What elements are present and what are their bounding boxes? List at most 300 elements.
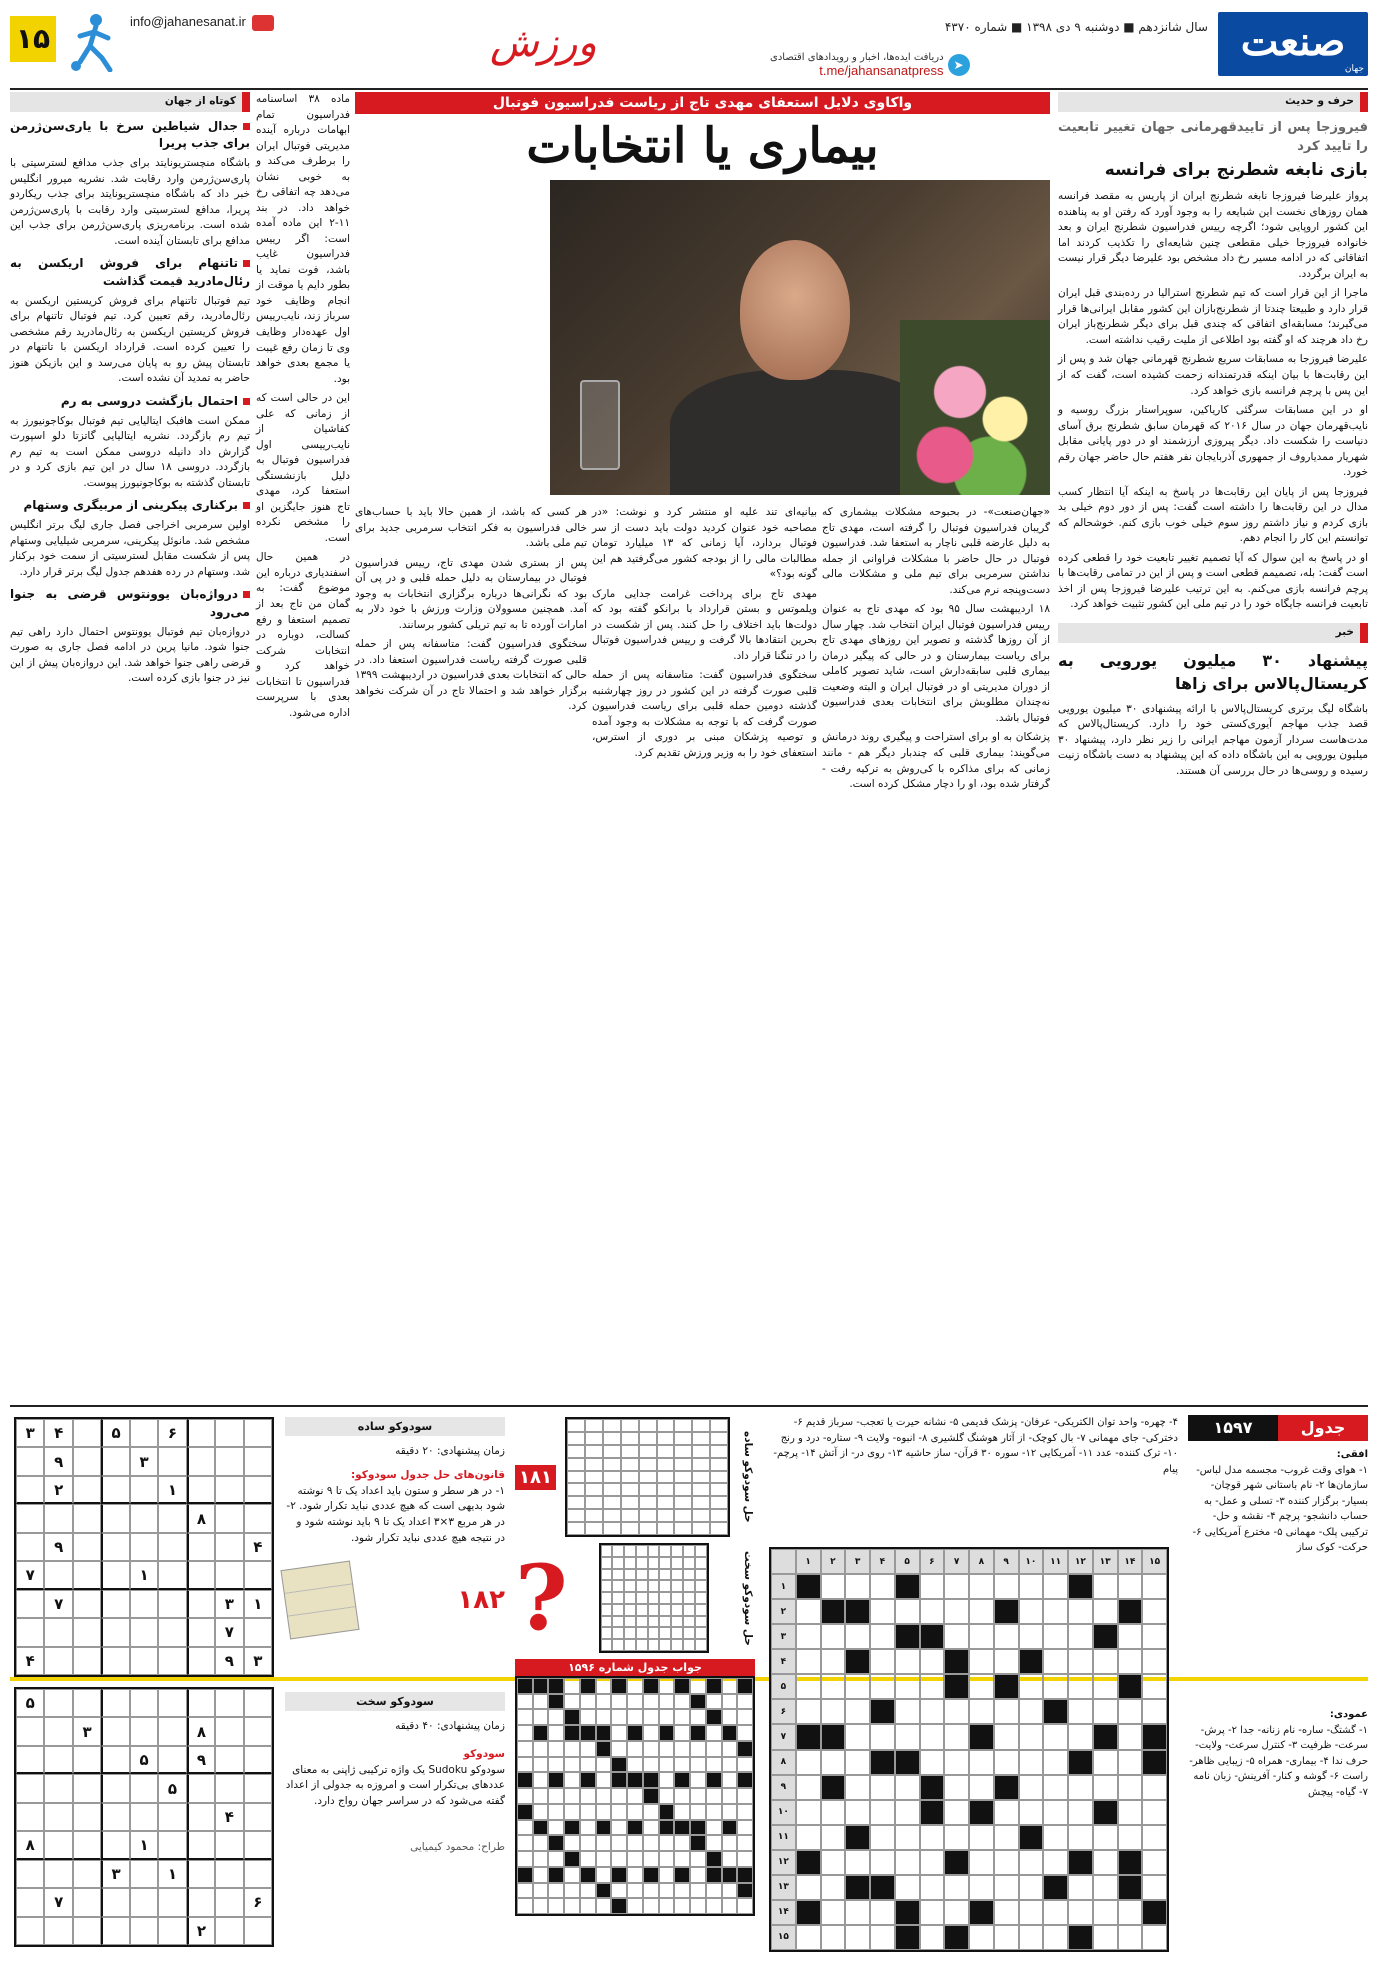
sudoku-cell[interactable] (187, 1618, 215, 1646)
crossword-cell[interactable] (1043, 1825, 1068, 1850)
crossword-cell[interactable] (1019, 1900, 1044, 1925)
crossword-cell[interactable] (944, 1775, 969, 1800)
crossword-cell[interactable] (870, 1624, 895, 1649)
sudoku-cell[interactable] (44, 1803, 72, 1831)
crossword-cell[interactable] (994, 1750, 1019, 1775)
crossword-cell[interactable] (920, 1649, 945, 1674)
sudoku-cell[interactable] (44, 1689, 72, 1717)
sudoku-cell[interactable] (73, 1831, 101, 1859)
crossword-cell[interactable] (1019, 1674, 1044, 1699)
crossword-cell[interactable] (1068, 1649, 1093, 1674)
crossword-cell[interactable] (1118, 1775, 1143, 1800)
sudoku-cell[interactable] (16, 1803, 44, 1831)
crossword-cell[interactable] (920, 1699, 945, 1724)
sudoku-cell[interactable] (187, 1647, 215, 1675)
sudoku-cell[interactable]: ۵ (101, 1419, 129, 1447)
crossword-cell[interactable] (870, 1850, 895, 1875)
crossword-cell[interactable] (796, 1775, 821, 1800)
crossword-cell[interactable] (969, 1875, 994, 1900)
sudoku-cell[interactable] (187, 1561, 215, 1589)
sudoku-cell[interactable] (73, 1504, 101, 1532)
sudoku-cell[interactable] (44, 1504, 72, 1532)
crossword-cell[interactable] (1093, 1674, 1118, 1699)
crossword-cell[interactable] (920, 1825, 945, 1850)
crossword-cell[interactable] (994, 1699, 1019, 1724)
crossword-cell[interactable] (994, 1900, 1019, 1925)
crossword-cell[interactable] (1043, 1674, 1068, 1699)
crossword-cell[interactable] (895, 1649, 920, 1674)
crossword-cell[interactable] (920, 1850, 945, 1875)
crossword-cell[interactable] (969, 1599, 994, 1624)
crossword-cell[interactable] (821, 1900, 846, 1925)
crossword-cell[interactable] (1142, 1699, 1167, 1724)
sudoku-cell[interactable] (16, 1590, 44, 1618)
sudoku-cell[interactable] (187, 1476, 215, 1504)
sudoku-cell[interactable] (73, 1447, 101, 1475)
sudoku-cell[interactable] (158, 1689, 186, 1717)
sudoku-cell[interactable] (215, 1717, 243, 1745)
sudoku-cell[interactable]: ۱ (158, 1860, 186, 1888)
sudoku-cell[interactable] (101, 1590, 129, 1618)
sudoku-cell[interactable] (101, 1746, 129, 1774)
sudoku-cell[interactable] (16, 1888, 44, 1916)
sudoku-cell[interactable] (244, 1831, 272, 1859)
crossword-cell[interactable] (920, 1750, 945, 1775)
crossword-cell[interactable] (870, 1674, 895, 1699)
crossword-cell[interactable] (969, 1574, 994, 1599)
sudoku-cell[interactable] (215, 1917, 243, 1945)
sudoku-cell[interactable] (187, 1860, 215, 1888)
crossword-cell[interactable] (994, 1825, 1019, 1850)
sudoku-cell[interactable] (215, 1746, 243, 1774)
crossword-cell[interactable] (1043, 1900, 1068, 1925)
sudoku-cell[interactable] (73, 1774, 101, 1802)
crossword-cell[interactable] (796, 1750, 821, 1775)
crossword-cell[interactable] (1118, 1825, 1143, 1850)
crossword-cell[interactable] (821, 1574, 846, 1599)
crossword-cell[interactable] (1043, 1574, 1068, 1599)
crossword-cell[interactable] (821, 1699, 846, 1724)
sudoku-cell[interactable]: ۸ (187, 1717, 215, 1745)
crossword-cell[interactable] (895, 1850, 920, 1875)
sudoku-cell[interactable] (101, 1476, 129, 1504)
sudoku-cell[interactable] (73, 1888, 101, 1916)
sudoku-cell[interactable] (101, 1831, 129, 1859)
sudoku-cell[interactable] (44, 1774, 72, 1802)
sudoku-cell[interactable] (244, 1746, 272, 1774)
crossword-cell[interactable] (969, 1850, 994, 1875)
crossword-cell[interactable] (1118, 1699, 1143, 1724)
sudoku-cell[interactable] (16, 1476, 44, 1504)
sudoku-cell[interactable] (158, 1590, 186, 1618)
crossword-cell[interactable] (1093, 1900, 1118, 1925)
crossword-cell[interactable] (1043, 1649, 1068, 1674)
crossword-cell[interactable] (1019, 1850, 1044, 1875)
sudoku-cell[interactable] (158, 1647, 186, 1675)
sudoku-cell[interactable] (244, 1504, 272, 1532)
crossword-grid[interactable] (769, 1547, 1169, 1952)
crossword-cell[interactable] (845, 1574, 870, 1599)
sudoku-cell[interactable] (130, 1803, 158, 1831)
crossword-cell[interactable] (1043, 1624, 1068, 1649)
sudoku-cell[interactable]: ۱ (244, 1590, 272, 1618)
sudoku-cell[interactable] (101, 1917, 129, 1945)
sudoku-cell[interactable] (244, 1561, 272, 1589)
sudoku-cell[interactable]: ۵ (130, 1746, 158, 1774)
crossword-cell[interactable] (1142, 1599, 1167, 1624)
sudoku-cell[interactable] (215, 1860, 243, 1888)
crossword-cell[interactable] (994, 1649, 1019, 1674)
sudoku-cell[interactable] (215, 1533, 243, 1561)
crossword-cell[interactable] (895, 1825, 920, 1850)
crossword-cell[interactable] (944, 1825, 969, 1850)
crossword-cell[interactable] (870, 1649, 895, 1674)
sudoku-cell[interactable] (101, 1717, 129, 1745)
crossword-cell[interactable] (1043, 1800, 1068, 1825)
crossword-cell[interactable] (796, 1599, 821, 1624)
sudoku-cell[interactable] (215, 1419, 243, 1447)
sudoku-cell[interactable] (44, 1746, 72, 1774)
crossword-cell[interactable] (870, 1775, 895, 1800)
crossword-cell[interactable] (994, 1875, 1019, 1900)
sudoku-cell[interactable]: ۲ (44, 1476, 72, 1504)
crossword-cell[interactable] (969, 1775, 994, 1800)
crossword-cell[interactable] (1068, 1724, 1093, 1749)
crossword-cell[interactable] (870, 1800, 895, 1825)
sudoku-cell[interactable] (73, 1689, 101, 1717)
crossword-cell[interactable] (1019, 1800, 1044, 1825)
crossword-cell[interactable] (821, 1875, 846, 1900)
sudoku-cell[interactable]: ۴ (16, 1647, 44, 1675)
sudoku-cell[interactable]: ۳ (244, 1647, 272, 1675)
crossword-cell[interactable] (1019, 1925, 1044, 1950)
sudoku-cell[interactable] (73, 1618, 101, 1646)
sudoku-cell[interactable]: ۹ (44, 1447, 72, 1475)
crossword-cell[interactable] (1068, 1624, 1093, 1649)
crossword-cell[interactable] (845, 1624, 870, 1649)
sudoku-cell[interactable]: ۹ (44, 1533, 72, 1561)
crossword-cell[interactable] (895, 1599, 920, 1624)
crossword-cell[interactable] (1068, 1599, 1093, 1624)
sudoku-cell[interactable]: ۳ (130, 1447, 158, 1475)
sudoku-cell[interactable] (44, 1917, 72, 1945)
sudoku-cell[interactable] (101, 1774, 129, 1802)
crossword-cell[interactable] (796, 1800, 821, 1825)
sudoku-cell[interactable] (158, 1831, 186, 1859)
sudoku-cell[interactable] (130, 1774, 158, 1802)
sudoku-cell[interactable] (158, 1888, 186, 1916)
sudoku-cell[interactable] (130, 1618, 158, 1646)
sudoku-cell[interactable] (187, 1419, 215, 1447)
crossword-cell[interactable] (944, 1875, 969, 1900)
sudoku-cell[interactable] (101, 1447, 129, 1475)
crossword-cell[interactable] (994, 1624, 1019, 1649)
sudoku-cell[interactable] (73, 1647, 101, 1675)
sudoku-cell[interactable] (73, 1917, 101, 1945)
sudoku-cell[interactable] (16, 1717, 44, 1745)
crossword-cell[interactable] (1019, 1699, 1044, 1724)
sudoku-cell[interactable] (16, 1746, 44, 1774)
sudoku-cell[interactable] (130, 1590, 158, 1618)
sudoku-cell[interactable] (215, 1888, 243, 1916)
crossword-cell[interactable] (1142, 1825, 1167, 1850)
sudoku-cell[interactable]: ۴ (215, 1803, 243, 1831)
sudoku-cell[interactable]: ۳ (73, 1717, 101, 1745)
sudoku-cell[interactable] (130, 1647, 158, 1675)
sudoku-cell[interactable] (244, 1803, 272, 1831)
sudoku-cell[interactable]: ۶ (244, 1888, 272, 1916)
crossword-cell[interactable] (1093, 1599, 1118, 1624)
crossword-cell[interactable] (895, 1724, 920, 1749)
crossword-cell[interactable] (845, 1724, 870, 1749)
sudoku-cell[interactable]: ۷ (16, 1561, 44, 1589)
crossword-cell[interactable] (1093, 1850, 1118, 1875)
crossword-cell[interactable] (821, 1750, 846, 1775)
crossword-cell[interactable] (920, 1574, 945, 1599)
crossword-cell[interactable] (994, 1724, 1019, 1749)
crossword-cell[interactable] (1118, 1925, 1143, 1950)
sudoku-cell[interactable]: ۴ (44, 1419, 72, 1447)
crossword-cell[interactable] (821, 1674, 846, 1699)
crossword-cell[interactable] (845, 1775, 870, 1800)
crossword-cell[interactable] (796, 1674, 821, 1699)
crossword-cell[interactable] (920, 1724, 945, 1749)
sudoku-cell[interactable] (215, 1561, 243, 1589)
crossword-cell[interactable] (1142, 1674, 1167, 1699)
crossword-cell[interactable] (821, 1624, 846, 1649)
sudoku-cell[interactable] (73, 1561, 101, 1589)
sudoku-cell[interactable] (244, 1717, 272, 1745)
crossword-cell[interactable] (1118, 1649, 1143, 1674)
crossword-cell[interactable] (1093, 1574, 1118, 1599)
crossword-cell[interactable] (944, 1900, 969, 1925)
sudoku-cell[interactable] (101, 1888, 129, 1916)
crossword-cell[interactable] (969, 1649, 994, 1674)
crossword-cell[interactable] (1093, 1775, 1118, 1800)
crossword-cell[interactable] (821, 1850, 846, 1875)
crossword-cell[interactable] (1142, 1649, 1167, 1674)
sudoku-cell[interactable] (130, 1860, 158, 1888)
sudoku-cell[interactable]: ۳ (101, 1860, 129, 1888)
sudoku-cell[interactable] (44, 1647, 72, 1675)
crossword-cell[interactable] (1093, 1925, 1118, 1950)
sudoku-cell[interactable]: ۱ (130, 1831, 158, 1859)
sudoku-cell[interactable] (215, 1831, 243, 1859)
crossword-cell[interactable] (1142, 1775, 1167, 1800)
crossword-cell[interactable] (895, 1875, 920, 1900)
crossword-cell[interactable] (895, 1775, 920, 1800)
crossword-cell[interactable] (870, 1925, 895, 1950)
crossword-cell[interactable] (821, 1649, 846, 1674)
sudoku-cell[interactable]: ۳ (16, 1419, 44, 1447)
sudoku-cell[interactable] (44, 1561, 72, 1589)
crossword-cell[interactable] (1142, 1925, 1167, 1950)
sudoku-cell[interactable]: ۵ (16, 1689, 44, 1717)
sudoku-cell[interactable]: ۵ (158, 1774, 186, 1802)
crossword-cell[interactable] (1019, 1724, 1044, 1749)
sudoku-cell[interactable] (244, 1618, 272, 1646)
sudoku-cell[interactable] (73, 1419, 101, 1447)
sudoku-cell[interactable] (101, 1689, 129, 1717)
sudoku-cell[interactable] (187, 1888, 215, 1916)
crossword-cell[interactable] (1068, 1875, 1093, 1900)
sudoku-cell[interactable]: ۸ (187, 1504, 215, 1532)
sudoku-cell[interactable] (16, 1860, 44, 1888)
sudoku-cell[interactable] (130, 1689, 158, 1717)
crossword-cell[interactable] (796, 1699, 821, 1724)
sudoku-cell[interactable] (16, 1917, 44, 1945)
crossword-cell[interactable] (845, 1750, 870, 1775)
crossword-cell[interactable] (1142, 1574, 1167, 1599)
sudoku-cell[interactable]: ۲ (187, 1917, 215, 1945)
crossword-cell[interactable] (1019, 1875, 1044, 1900)
crossword-cell[interactable] (1043, 1724, 1068, 1749)
crossword-cell[interactable] (994, 1800, 1019, 1825)
crossword-cell[interactable] (821, 1825, 846, 1850)
sudoku-cell[interactable] (16, 1774, 44, 1802)
crossword-cell[interactable] (944, 1750, 969, 1775)
sudoku-cell[interactable]: ۷ (215, 1618, 243, 1646)
crossword-cell[interactable] (969, 1699, 994, 1724)
sudoku-cell[interactable] (16, 1504, 44, 1532)
sudoku-cell[interactable] (158, 1533, 186, 1561)
sudoku-cell[interactable] (130, 1419, 158, 1447)
crossword-cell[interactable] (920, 1674, 945, 1699)
sudoku-cell[interactable] (73, 1746, 101, 1774)
telegram-channel[interactable] (770, 52, 964, 78)
sudoku-cell[interactable] (101, 1618, 129, 1646)
crossword-cell[interactable] (1118, 1900, 1143, 1925)
sudoku-cell[interactable] (158, 1746, 186, 1774)
sudoku-cell[interactable] (73, 1476, 101, 1504)
sudoku-cell[interactable] (244, 1447, 272, 1475)
sudoku-cell[interactable]: ۹ (215, 1647, 243, 1675)
sudoku-cell[interactable] (215, 1447, 243, 1475)
sudoku-cell[interactable] (130, 1717, 158, 1745)
crossword-cell[interactable] (1068, 1775, 1093, 1800)
crossword-cell[interactable] (796, 1649, 821, 1674)
sudoku-cell[interactable] (215, 1689, 243, 1717)
sudoku-cell[interactable] (158, 1504, 186, 1532)
sudoku-cell[interactable] (158, 1717, 186, 1745)
crossword-cell[interactable] (1093, 1750, 1118, 1775)
crossword-cell[interactable] (1068, 1699, 1093, 1724)
sudoku-cell[interactable] (187, 1774, 215, 1802)
crossword-cell[interactable] (1142, 1875, 1167, 1900)
sudoku-cell[interactable] (44, 1831, 72, 1859)
crossword-cell[interactable] (1068, 1800, 1093, 1825)
sudoku-cell[interactable] (158, 1618, 186, 1646)
crossword-cell[interactable] (845, 1925, 870, 1950)
telegram-link[interactable]: t.me/jahansanatpress (819, 63, 944, 78)
crossword-cell[interactable] (870, 1599, 895, 1624)
sudoku-cell[interactable] (101, 1504, 129, 1532)
crossword-cell[interactable] (1019, 1775, 1044, 1800)
crossword-cell[interactable] (944, 1699, 969, 1724)
crossword-cell[interactable] (969, 1674, 994, 1699)
sudoku-cell[interactable] (130, 1888, 158, 1916)
crossword-cell[interactable] (1068, 1825, 1093, 1850)
crossword-cell[interactable] (944, 1574, 969, 1599)
crossword-cell[interactable] (870, 1825, 895, 1850)
sudoku-cell[interactable] (187, 1803, 215, 1831)
sudoku-cell[interactable]: ۱ (130, 1561, 158, 1589)
sudoku-cell[interactable] (16, 1618, 44, 1646)
crossword-cell[interactable] (969, 1750, 994, 1775)
crossword-cell[interactable] (1093, 1699, 1118, 1724)
crossword-cell[interactable] (1043, 1599, 1068, 1624)
sudoku-cell[interactable] (187, 1689, 215, 1717)
sudoku-cell[interactable] (158, 1447, 186, 1475)
sudoku-cell[interactable] (73, 1590, 101, 1618)
crossword-cell[interactable] (920, 1925, 945, 1950)
crossword-cell[interactable] (994, 1850, 1019, 1875)
crossword-cell[interactable] (1019, 1750, 1044, 1775)
crossword-cell[interactable] (1118, 1800, 1143, 1825)
sudoku-cell[interactable] (44, 1618, 72, 1646)
crossword-cell[interactable] (920, 1900, 945, 1925)
sudoku-cell[interactable] (73, 1533, 101, 1561)
sudoku-cell[interactable] (130, 1533, 158, 1561)
sudoku-cell[interactable] (244, 1774, 272, 1802)
crossword-cell[interactable] (895, 1674, 920, 1699)
sudoku-cell[interactable] (16, 1533, 44, 1561)
crossword-cell[interactable] (1043, 1775, 1068, 1800)
crossword-cell[interactable] (1093, 1825, 1118, 1850)
crossword-cell[interactable] (944, 1724, 969, 1749)
crossword-cell[interactable] (1019, 1624, 1044, 1649)
sudoku-cell[interactable] (244, 1419, 272, 1447)
sudoku-cell[interactable] (244, 1917, 272, 1945)
sudoku-cell[interactable]: ۶ (158, 1419, 186, 1447)
sudoku-cell[interactable] (158, 1803, 186, 1831)
sudoku-cell[interactable]: ۷ (44, 1590, 72, 1618)
sudoku-cell[interactable] (73, 1803, 101, 1831)
crossword-cell[interactable] (1142, 1850, 1167, 1875)
sudoku-cell[interactable] (130, 1476, 158, 1504)
crossword-cell[interactable] (870, 1900, 895, 1925)
sudoku-cell[interactable]: ۳ (215, 1590, 243, 1618)
crossword-cell[interactable] (1043, 1850, 1068, 1875)
email-text[interactable]: info@jahanesanat.ir (130, 14, 246, 29)
sudoku-cell[interactable] (215, 1504, 243, 1532)
crossword-cell[interactable] (944, 1800, 969, 1825)
crossword-cell[interactable] (845, 1850, 870, 1875)
sudoku-cell[interactable] (101, 1647, 129, 1675)
sudoku-cell[interactable] (101, 1533, 129, 1561)
crossword-cell[interactable] (1093, 1875, 1118, 1900)
crossword-cell[interactable] (920, 1599, 945, 1624)
crossword-cell[interactable] (845, 1900, 870, 1925)
crossword-cell[interactable] (796, 1925, 821, 1950)
sudoku-cell[interactable] (73, 1860, 101, 1888)
crossword-cell[interactable] (821, 1925, 846, 1950)
sudoku-cell[interactable]: ۸ (16, 1831, 44, 1859)
crossword-cell[interactable] (969, 1624, 994, 1649)
sudoku-cell[interactable] (215, 1774, 243, 1802)
crossword-cell[interactable] (845, 1800, 870, 1825)
crossword-cell[interactable] (1118, 1724, 1143, 1749)
crossword-cell[interactable] (895, 1800, 920, 1825)
crossword-cell[interactable] (1118, 1574, 1143, 1599)
sudoku-cell[interactable] (16, 1447, 44, 1475)
crossword-cell[interactable] (994, 1925, 1019, 1950)
sudoku-cell[interactable] (158, 1917, 186, 1945)
crossword-cell[interactable] (969, 1925, 994, 1950)
sudoku-cell[interactable] (101, 1803, 129, 1831)
crossword-cell[interactable] (821, 1800, 846, 1825)
sudoku-cell[interactable] (44, 1860, 72, 1888)
